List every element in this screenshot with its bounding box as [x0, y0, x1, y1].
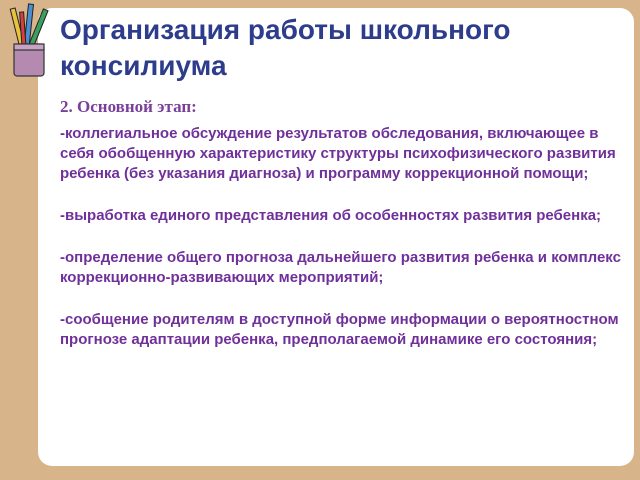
stage-items-list	[60, 124, 630, 372]
section-subtitle: 2. Основной этап:	[60, 97, 197, 116]
list-item: -сообщение родителям в доступной форме информации о вероятностном прогнозе адаптации ребенка, предполагаемой динамике его состояния;	[60, 311, 619, 348]
list-item: -коллегиальное обсуждение результатов обследования, включающее в себя обобщенную характеристику структуры психофизического развития ребенка (без указания диагноза) и программу коррекционной помощи;	[60, 125, 616, 182]
list-item: -выработка единого представления об особенностях развития ребенка;	[60, 207, 602, 224]
pencil-cup-icon	[6, 2, 54, 78]
list-item: -определение общего прогноза дальнейшего развития ребенка и комплекс коррекционно-развивающих мероприятий;	[60, 249, 621, 286]
slide-title: Организация работы школьного консилиума	[60, 14, 511, 81]
